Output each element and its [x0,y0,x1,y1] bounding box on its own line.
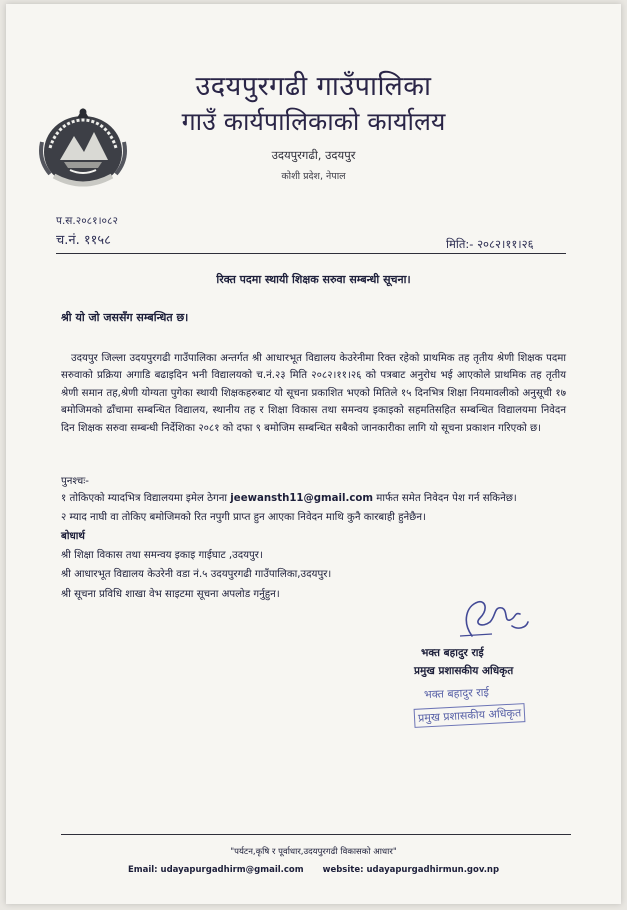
cc-item-2: श्री आधारभूत विद्यालय केउरेनी वडा नं.५ उदयपुरगढी गाउँपालिका,उदयपुर। [61,569,332,580]
stamp-name: भक्त बहादुर राई [423,685,490,702]
footer-website: website: udayapurgadhirmun.gov.np [322,865,500,875]
footer-motto: "पर्यटन,कृषि र पूर्वाधार,उदयपुरगढी विकासको आधार" [230,847,397,857]
application-email: jeewansth11@gmail.com [230,493,373,504]
header-divider [56,253,566,254]
postscript-1-text-end: मार्फत समेत निवेदन पेश गर्न सकिनेछ। [376,493,517,504]
footer-divider [61,834,571,835]
postscript-label: पुनश्चः- [61,476,89,487]
letter-page [6,4,621,904]
office-address: उदयपुरगढी, उदयपुर [271,148,356,162]
reference-cn: च.नं. ११५८ [56,233,111,248]
province: कोशी प्रदेश, नेपाल [281,171,346,182]
postscript-item-1 [61,490,517,504]
reference-ps: प.स.२०८१।०८२ [56,215,118,227]
postscript-item-2: २ म्याद नाघी वा तोकिए बमोजिमको रित नपुगी प्राप्त हुन आएका निवेदन माथि कुनै कारबाही हुनेछैन। [61,512,426,523]
letter-date: मिति:- २०८२।११।२६ [446,237,534,251]
cc-item-3: श्री सूचना प्रविधि शाखा वेभ साइटमा सूचना अपलोड गर्नुहुन। [61,589,280,600]
cc-item-1: श्री शिक्षा विकास तथा समन्वय इकाइ गाईघाट ,उदयपुर। [61,550,263,561]
cc-label: बोधार्थ [61,531,85,542]
office-name: गाउँ कार्यपालिकाको कार्यालय [181,107,446,136]
footer-contact [6,865,621,875]
org-name: उदयपुरगढी गाउँपालिका [195,71,432,102]
handwritten-signature [452,592,532,642]
postscript-1-text: १ तोकिएको म्यादभित्र विद्यालयमा इमेल ठेगना [61,493,228,504]
salutation: श्री यो जो जससँग सम्बन्धित छ। [61,311,189,324]
letter-body: उदयपुर जिल्ला उदयपुरगढी गाउँपालिका अन्तर्गत श्री आधारभूत विद्यालय केउरेनीमा रिक्त रहेको प्राथमिक तह तृतीय श्रेणी शिक्षक पदमा सरुवाको प्रक्रिया अगाडि बढाइदिन भनी विद्यालयको च.नं.२३ मिति २०८२।११।२६ को पत्रबाट अनुरोध भई आएकोले प्राथमिक तह तृतीय श्रेणी समान तह,श्रेणी योग्यता पुगेका स्थायी शिक्षकहरुबाट यो सूचना प्रकाशित भएको मितिले १५ दिनभित्र शिक्षा नियमावलीको अनुसूची १७ बमोजिमको ढाँचामा सम्बन्धित विद्यालय, स्थानीय तह र शिक्षा विकास तथा समन्वय इकाइको सहमतिसहित सम्बन्धित विद्यालयमा निवेदन दिन शिक्षक सरुवा सम्बन्धी निर्देशिका २०८१ को दफा ९ बमोजिम सम्बन्धित सबैको जानकारीका लागि यो सूचना प्रकाशन गरिएको छ। [61,353,566,434]
letter-subject: रिक्त पदमा स्थायी शिक्षक सरुवा सम्बन्धी सूचना। [216,273,411,286]
signatory-name: भक्त बहादुर राई [421,647,484,659]
signatory-title: प्रमुख प्रशासकीय अधिकृत [414,665,514,677]
stamp-title: प्रमुख प्रशासकीय अधिकृत [414,703,526,728]
footer-email: Email: udayapurgadhirm@gmail.com [127,865,304,875]
